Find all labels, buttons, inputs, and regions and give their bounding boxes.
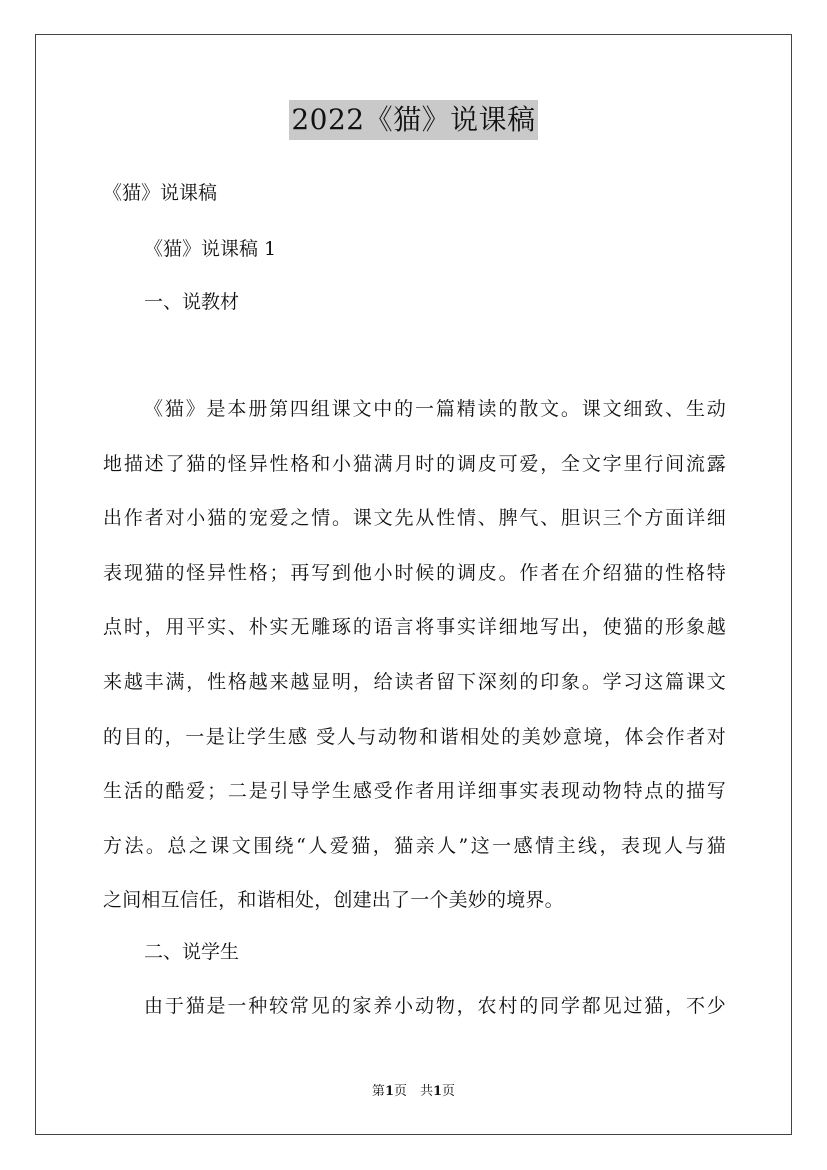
paragraph-line: 点时，用平实、朴实无雕琢的语言将事实详细地写出，使猫的形象越	[103, 616, 726, 639]
paragraph-line: 的目的，一是让学生感 受人与动物和谐相处的美妙意境，体会作者对	[103, 725, 726, 748]
document-title: 2022《猫》说课稿	[289, 100, 537, 140]
footer-page-mid: 页 共	[393, 1084, 433, 1099]
footer-page-number: 1	[384, 1084, 394, 1099]
paragraph-line: 由于猫是一种较常见的家养小动物，农村的同学都见过猫，不少	[144, 995, 726, 1017]
paragraph-students	[103, 994, 726, 1049]
heading-teaching-material: 一、说教材	[144, 291, 240, 313]
footer-page-prefix: 第	[371, 1084, 385, 1099]
section-heading: 《猫》说课稿 1	[144, 238, 277, 260]
paragraph-line: 方法。总之课文围绕“人爱猫，猫亲人”这一感情主线，表现人与猫	[103, 834, 726, 857]
heading-students: 二、说学生	[144, 941, 240, 963]
paragraph-line: 出作者对小猫的宠爱之情。课文先从性情、脾气、胆识三个方面详细	[103, 507, 726, 530]
paragraph-line: 生活的酷爱；二是引导学生感受作者用详细事实表现动物特点的描写	[103, 780, 726, 803]
document-title-wrapper	[0, 100, 827, 140]
paragraph-line: 来越丰满，性格越来越显明，给读者留下深刻的印象。学习这篇课文	[103, 670, 726, 693]
paragraph-line: 《猫》是本册第四组课文中的一篇精读的散文。课文细致、生动	[144, 398, 726, 420]
footer-page-suffix: 页	[442, 1084, 456, 1099]
document-subtitle: 《猫》说课稿	[103, 182, 218, 204]
paragraph-line: 地描述了猫的怪异性格和小猫满月时的调皮可爱，全文字里行间流露	[103, 452, 726, 475]
paragraph-teaching-material	[103, 397, 726, 943]
page-footer	[0, 1083, 827, 1101]
paragraph-line: 之间相互信任，和谐相处，创建出了一个美妙的境界。	[103, 889, 564, 912]
footer-page-total: 1	[433, 1084, 443, 1099]
paragraph-line: 表现猫的怪异性格；再写到他小时候的调皮。作者在介绍猫的性格特	[103, 561, 726, 584]
